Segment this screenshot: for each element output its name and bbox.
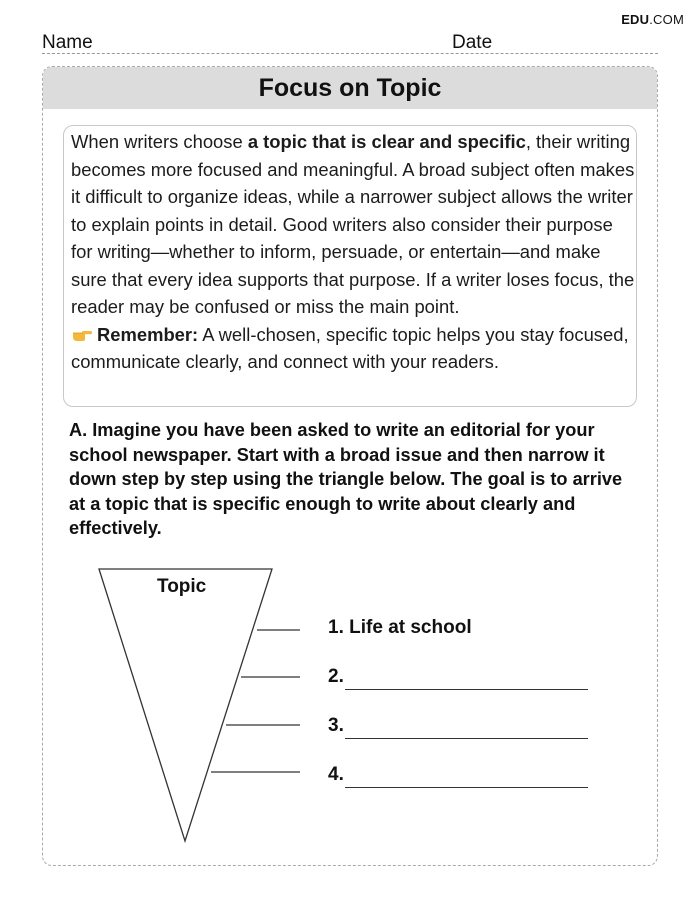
step-4-answer-line[interactable] <box>345 787 588 788</box>
step-4-number: 4. <box>328 764 344 785</box>
date-label: Date <box>452 32 493 53</box>
worksheet-card <box>42 66 658 866</box>
remember-paragraph <box>71 321 636 376</box>
step-1-number: 1. <box>328 617 344 638</box>
name-date-line[interactable] <box>42 53 658 54</box>
info-paragraph <box>71 128 636 321</box>
remember-label: Remember: <box>97 323 199 345</box>
step-2-number: 2. <box>328 666 344 687</box>
info-text-start: When writers choose <box>71 131 248 152</box>
topic-triangle-diagram <box>43 561 657 861</box>
pointing-hand-icon <box>71 328 93 342</box>
topic-label: Topic <box>157 576 207 597</box>
step-3-number: 3. <box>328 715 344 736</box>
remember-text: A well-chosen, specific topic helps you stay focused, communicate clearly, and connect with your readers. <box>71 323 629 372</box>
triangle-graphic <box>43 561 657 861</box>
info-text-end: , their writing becomes more focused and meaningful. A broad subject often makes it difficult to organize ideas, while a narrower subject allows the writer to explain points in detail. Good writers also consider their purpose for writing—whether to inform, persuade, or entertain—and make sure that every idea supports that purpose. If a writer loses focus, the reader may be confused or miss the main point. <box>71 131 635 317</box>
info-text-bold: a topic that is clear and specific <box>247 131 526 152</box>
brand-bold: EDU <box>621 12 650 27</box>
name-date-row <box>42 30 658 54</box>
instructions: A. Imagine you have been asked to write an editorial for your school newspaper. Start with a broad issue and then narrow it down step by step using the triangle below. The goal is to arrive at a topic that is specific enough to write about clearly and effectively. <box>69 420 623 538</box>
step-1-text: Life at school <box>343 617 472 638</box>
step-2-answer-line[interactable] <box>345 689 588 690</box>
brand-logo <box>621 12 684 27</box>
info-box <box>63 125 637 407</box>
inverted-triangle <box>99 569 272 841</box>
page-title: Focus on Topic <box>43 67 657 109</box>
brand-rest: .COM <box>649 12 684 27</box>
step-1 <box>328 617 472 639</box>
step-3-answer-line[interactable] <box>345 738 588 739</box>
name-label: Name <box>42 32 93 53</box>
